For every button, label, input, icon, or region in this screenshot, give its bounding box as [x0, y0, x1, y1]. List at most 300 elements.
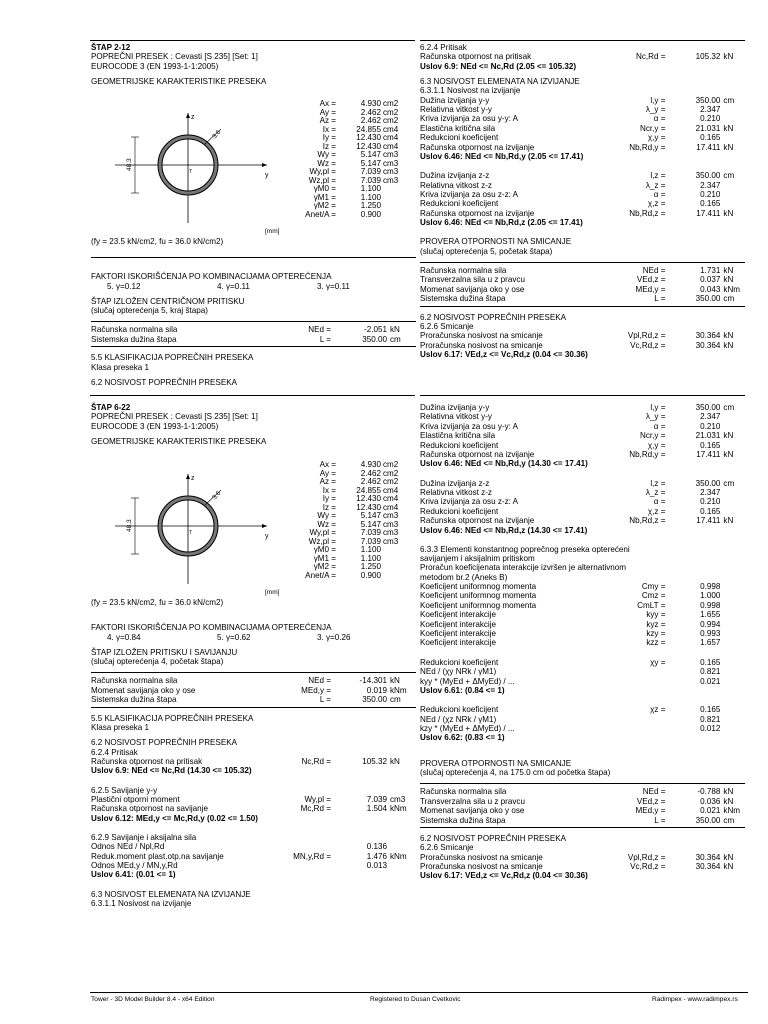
property-value: 4.930 [360, 460, 381, 469]
row-symbol: l,z = [650, 478, 666, 488]
row-symbol: L = [654, 294, 666, 304]
row-symbol: l,y = [650, 95, 666, 105]
data-row [420, 582, 760, 591]
property-value: 12.430 [356, 133, 381, 142]
property-unit: cm4 [383, 141, 399, 151]
condition-6-17: Uslov 6.17: VEd,z <= Vc,Rd,z (0.04 <= 30.36) [420, 350, 588, 359]
data-row [420, 497, 760, 506]
property-name: γM2 = [313, 201, 336, 210]
cross-section-label: POPREČNI PRESEK : Cevasti [S 235] [Set: 1] [91, 52, 258, 62]
row-value: 0.013 [366, 860, 387, 870]
data-row [420, 591, 760, 600]
row-value: 17.411 [696, 208, 721, 218]
top-rule-right [420, 40, 745, 41]
property-name: Ay = [319, 468, 336, 478]
property-unit: cm3 [383, 519, 399, 529]
property-row [280, 210, 398, 219]
property-unit: cm4 [383, 502, 399, 512]
middle-rule-left [90, 395, 415, 396]
row-unit: kN [723, 275, 734, 285]
row-value: 30.364 [695, 852, 721, 862]
data-row [420, 450, 760, 459]
property-row [280, 184, 398, 193]
row-label: Proračunska nosivost na smicanje [420, 861, 543, 871]
row-value: -14.301 [359, 676, 387, 686]
row-value: 0.210 [700, 114, 721, 124]
property-unit [381, 545, 383, 554]
property-name: Wy = [317, 150, 336, 159]
row-unit: kN [723, 431, 734, 441]
property-value: 12.430 [356, 141, 381, 151]
row-symbol: L = [654, 815, 666, 825]
row-value: 17.411 [696, 449, 721, 459]
row-symbol: Vc,Rd,z = [630, 340, 666, 350]
centroid-mark: T [189, 169, 193, 175]
row-value: 350.00 [695, 478, 721, 488]
property-value: 1.100 [360, 192, 381, 202]
factor-item: 5. γ=0.62 [217, 632, 251, 642]
row-label: Relativna vitkost y-y [420, 104, 492, 114]
data-row [420, 441, 760, 450]
row-value: 0.043 [700, 284, 721, 294]
shear-table [420, 266, 760, 304]
row-value: 0.021 [700, 806, 721, 816]
data-row [420, 715, 760, 724]
shear-resistance-table [420, 853, 760, 872]
property-value: 7.039 [360, 528, 381, 537]
data-row [420, 181, 760, 190]
row-value: 0.998 [700, 582, 721, 592]
property-unit: cm2 [383, 468, 399, 478]
property-name: Wz,pl = [308, 175, 336, 185]
row-label: Sistemska dužina štapa [91, 334, 177, 344]
resistance-heading: 6.2 NOSIVOST POPREČNIH PRESEKA [91, 738, 238, 748]
row-value: 1.504 [366, 804, 387, 814]
property-value: 7.039 [360, 536, 381, 546]
row-symbol: Nc,Rd = [301, 756, 331, 766]
row-unit [720, 114, 760, 123]
data-row [420, 806, 760, 815]
data-row [420, 488, 760, 497]
row-label: Proračunska nosivost na smicanje [420, 331, 543, 341]
compression-row [420, 52, 760, 61]
row-label: Koeficijent interakcije [420, 610, 497, 620]
row-symbol [289, 861, 331, 870]
row-unit: kN [723, 449, 734, 459]
section-rule [91, 257, 416, 258]
row-unit: cm [723, 403, 735, 412]
property-unit: cm3 [383, 158, 399, 168]
row-value: 350.00 [362, 695, 387, 705]
geometry-heading: GEOMETRIJSKE KARAKTERISTIKE PRESEKA [91, 76, 267, 86]
row-value: 0.037 [700, 275, 721, 285]
property-row [280, 562, 398, 571]
data-row [91, 842, 431, 851]
property-value: 7.039 [360, 167, 381, 176]
row-unit: cm [723, 815, 735, 825]
data-row [420, 862, 760, 871]
section-rule [420, 827, 745, 828]
row-label: Kriva izvijanja za osu z-z: A [420, 497, 519, 507]
row-symbol: χ,y = [647, 440, 666, 450]
shear-table [420, 787, 760, 825]
buckling-subheading: 6.3.1.1 Nosivost na izvijanje [91, 898, 192, 908]
property-unit: cm3 [383, 528, 399, 537]
row-unit: kNm [723, 806, 741, 816]
row-label: Proračunska nosivost na smicanje [420, 852, 543, 862]
row-unit [720, 133, 760, 142]
row-value: 0.210 [700, 421, 721, 431]
row-unit [720, 497, 760, 506]
property-name: Ay = [319, 107, 336, 117]
row-label: Kriva izvijanja za osu y-y: A [420, 421, 519, 431]
condition-6-62: Uslov 6.62: (0.83 <= 1) [420, 733, 505, 743]
property-unit: cm4 [383, 133, 399, 142]
factor-item: 4. γ=0.11 [217, 281, 250, 291]
row-value: 0.136 [366, 842, 387, 852]
geometry-properties [280, 99, 398, 218]
resistance-heading: 6.2 NOSIVOST POPREČNIH PRESEKA [420, 833, 567, 843]
load-heading: ŠTAP IZLOŽEN PRITISKU I SAVIJANJU [91, 647, 238, 657]
row-label: Transverzalna sila u z pravcu [420, 275, 525, 285]
row-unit [720, 724, 760, 733]
row-unit: kN [723, 787, 734, 797]
row-symbol: NEd = [642, 266, 666, 276]
row-value: -2.051 [364, 325, 387, 335]
data-row [420, 341, 760, 350]
data-row [420, 285, 760, 294]
row-label: Računska otpornost na izvijanje [420, 516, 535, 526]
row-unit: cm [723, 294, 735, 304]
data-row [91, 686, 431, 695]
row-unit: cm [390, 334, 401, 344]
property-name: γM2 = [313, 562, 336, 571]
row-unit: kN [390, 756, 400, 766]
data-row [420, 275, 760, 284]
row-value: 0.994 [700, 619, 721, 629]
property-unit: cm3 [383, 167, 399, 176]
row-label: Računska otpornost na izvijanje [420, 142, 535, 152]
data-row [420, 105, 760, 114]
data-row [420, 294, 760, 303]
row-label: Računska otpornost na savijanje [91, 804, 208, 814]
property-row [280, 116, 398, 125]
section-rule [420, 783, 745, 784]
section-title: ŠTAP 6-22 [91, 403, 131, 412]
property-value: 1.100 [360, 184, 381, 193]
y-axis-label: y [265, 533, 269, 540]
row-symbol: Vpl,Rd,z = [627, 852, 666, 862]
row-unit [720, 412, 760, 421]
property-name: Iy = [322, 133, 336, 142]
row-label: Koeficijent interakcije [420, 619, 497, 629]
row-symbol: χ,z = [647, 506, 666, 516]
row-symbol: Ncr,y = [640, 431, 666, 441]
row-value: 350.00 [695, 815, 721, 825]
row-symbol: MEd,y = [635, 806, 666, 816]
property-unit: cm2 [383, 460, 399, 469]
row-symbol: l,y = [650, 403, 666, 412]
row-label: Dužina izvijanja z-z [420, 478, 490, 488]
data-row [420, 412, 760, 421]
row-value: 30.364 [695, 331, 721, 341]
row-unit: cm [723, 478, 735, 488]
row-unit [720, 629, 760, 638]
middle-rule-right [420, 395, 745, 396]
property-unit: cm2 [383, 107, 399, 117]
data-row [420, 667, 760, 676]
diameter-label: 48.3 [126, 158, 133, 171]
property-name: γM1 = [313, 192, 336, 202]
property-row [280, 99, 398, 108]
data-row [420, 209, 760, 218]
row-symbol: MN,y,Rd = [293, 851, 331, 861]
data-row [91, 695, 431, 704]
row-symbol: NEd = [308, 325, 331, 335]
property-name: Iz = [322, 502, 336, 512]
property-name: Wz,pl = [308, 536, 336, 546]
row-value: 105.32 [362, 756, 387, 766]
row-label: Računska otpornost na pritisak [420, 52, 532, 62]
row-symbol: λ_z = [645, 488, 666, 498]
row-value: 7.039 [366, 794, 387, 804]
data-row [420, 705, 760, 714]
data-row [420, 96, 760, 105]
row-value: 1.655 [700, 610, 721, 620]
footer-rule [90, 992, 748, 993]
row-label: Koeficijent uniformnog momenta [420, 591, 537, 601]
row-value: -0.788 [697, 787, 721, 797]
row-value: 1.000 [700, 591, 721, 601]
property-name: γM1 = [313, 553, 336, 563]
row-symbol: Mc,Rd = [300, 804, 331, 814]
row-symbol: kyy = [646, 610, 666, 620]
row-value: 17.411 [696, 142, 721, 152]
property-name: Wz = [317, 519, 336, 529]
property-row [280, 133, 398, 142]
centroid-mark: T [189, 530, 193, 536]
section-rule [91, 321, 416, 322]
row-label: Relativna vitkost y-y [420, 412, 492, 422]
property-unit [381, 184, 383, 193]
data-row [420, 171, 760, 180]
data-row [420, 610, 760, 619]
row-value: 350.00 [695, 171, 721, 181]
property-row [280, 469, 398, 478]
factor-item: 5. γ=0.12 [107, 281, 141, 291]
row-value: 21.031 [695, 123, 721, 133]
row-value: 1.731 [700, 266, 721, 276]
row-value: 2.347 [700, 488, 721, 498]
row-symbol: MEd,y = [635, 284, 666, 294]
row-unit: cm [723, 171, 735, 181]
property-name: Ax = [319, 99, 336, 108]
row-label: NEd / (χz NRk / γM1) [420, 714, 497, 724]
property-unit [381, 193, 383, 202]
load-case: (slučaj opterećenja 5, kraj štapa) [91, 306, 208, 316]
row-unit: kN [723, 331, 734, 341]
row-label: Elastična kritična sila [420, 431, 496, 441]
property-row [280, 477, 398, 486]
row-symbol: α = [653, 421, 666, 431]
row-unit: kN [723, 516, 734, 526]
data-row [91, 861, 431, 870]
section-rule [91, 707, 416, 708]
bending-axial-heading: 6.2.9 Savijanje i aksijalna sila [91, 832, 197, 842]
row-unit [720, 190, 760, 199]
row-value: 0.165 [700, 705, 721, 715]
cross-section-figure [105, 103, 295, 233]
row-unit [720, 667, 760, 676]
row-value: 350.00 [695, 403, 721, 412]
row-label: kyy * (MyEd + ΔMyEd) / ... [420, 676, 515, 686]
property-value: 1.100 [360, 545, 381, 554]
property-unit: cm3 [383, 511, 399, 520]
row-unit [720, 638, 760, 647]
property-name: Ix = [322, 124, 336, 134]
data-row [420, 787, 760, 796]
geometry-properties [280, 460, 398, 579]
row-label: Kriva izvijanja za osu z-z: A [420, 190, 519, 199]
data-row [420, 331, 760, 340]
data-row [91, 676, 431, 685]
row-symbol: α = [653, 190, 666, 199]
data-row [420, 479, 760, 488]
data-row [91, 804, 431, 813]
row-label: Plastični otporni moment [91, 794, 180, 804]
row-unit: kN [723, 861, 734, 871]
row-symbol: Nb,Rd,y = [629, 142, 666, 152]
compression-row [91, 757, 431, 766]
property-value: 7.039 [360, 175, 381, 185]
row-symbol [289, 842, 331, 851]
data-row [420, 199, 760, 208]
section-2-lower [91, 598, 431, 908]
property-value: 12.430 [356, 494, 381, 503]
eurocode-label: EUROCODE 3 (EN 1993-1-1:2005) [91, 61, 219, 71]
forces-table [91, 325, 431, 344]
property-unit: cm2 [383, 99, 399, 108]
row-symbol: CmLT = [637, 600, 666, 610]
property-value: 2.462 [360, 477, 381, 486]
property-name: Wy = [317, 511, 336, 520]
data-row [420, 638, 760, 647]
row-label: Koeficijent interakcije [420, 638, 497, 648]
row-unit [720, 677, 760, 686]
data-row [420, 124, 760, 133]
property-unit: cm4 [383, 494, 399, 503]
row-unit [720, 441, 760, 450]
row-unit: kN [723, 123, 734, 133]
row-symbol: χy = [650, 657, 666, 667]
row-unit: kN [390, 325, 400, 335]
row-symbol: χ,y = [647, 133, 666, 143]
shear-load-case: (slučaj opterećenja 4, na 175.0 cm od početka štapa) [420, 768, 611, 778]
row-symbol [601, 715, 665, 724]
cross-section-label: POPREČNI PRESEK : Cevasti [S 235] [Set: 1] [91, 412, 258, 422]
property-value: 1.250 [360, 201, 381, 210]
row-symbol: λ_y = [645, 412, 666, 422]
interaction-note-2: metodom br.2 (Aneks B) [420, 572, 508, 582]
condition-6-12: Uslov 6.12: MEd,y <= Mc,Rd,y (0.02 <= 1.50) [91, 813, 258, 823]
load-case: (slučaj opterećenja 4, početak štapa) [91, 657, 224, 667]
row-unit [720, 591, 760, 600]
property-row [280, 159, 398, 168]
property-row [280, 201, 398, 210]
row-symbol: L = [319, 334, 331, 344]
property-name: Az = [319, 477, 336, 486]
condition-6-41: Uslov 6.41: (0.01 <= 1) [91, 870, 176, 880]
row-value: 0.012 [700, 724, 721, 734]
row-value: 0.019 [366, 685, 387, 695]
row-value: 2.347 [700, 180, 721, 190]
row-symbol: Ncr,y = [640, 123, 666, 133]
data-row [420, 52, 760, 61]
factor-item: 3. γ=0.11 [317, 281, 350, 291]
row-symbol: VEd,z = [636, 275, 666, 285]
row-value: 1.657 [700, 638, 721, 648]
property-value: 24.855 [356, 124, 381, 134]
classification-heading: 5.5 KLASIFIKACIJA POPREČNIH PRESEKA [91, 713, 254, 723]
property-value: 2.462 [360, 107, 381, 117]
row-unit [720, 601, 760, 610]
row-value: 2.347 [700, 412, 721, 422]
property-value: 1.100 [360, 553, 381, 563]
property-value: 2.462 [360, 116, 381, 125]
data-row [91, 335, 431, 344]
row-unit: kNm [390, 685, 407, 695]
row-unit: kN [723, 266, 734, 276]
resistance-heading: 6.2 NOSIVOST POPREČNIH PRESEKA [420, 312, 567, 322]
property-name: Wy,pl = [309, 167, 336, 176]
row-label: Koeficijent uniformnog momenta [420, 582, 537, 592]
buckling-y-table [420, 96, 760, 152]
condition-6-9: Uslov 6.9: NEd <= Nc,Rd (2.05 <= 105.32) [420, 61, 577, 71]
condition-6-46-z: Uslov 6.46: NEd <= Nb,Rd,z (14.30 <= 17.41) [420, 525, 588, 535]
row-label: Redukcioni koeficijent [420, 705, 499, 715]
data-row [420, 431, 760, 440]
property-value: 1.250 [360, 562, 381, 571]
compression-heading: 6.2.4 Pritisak [91, 747, 138, 757]
property-row [280, 511, 398, 520]
row-value: 0.210 [700, 190, 721, 199]
factors-row [91, 282, 431, 291]
row-value: 2.347 [700, 104, 721, 114]
section-2 [91, 403, 431, 446]
property-value: 0.900 [360, 209, 381, 219]
interaction-note: Proračun koeficijenata interakcije izvršen je alternativnom [420, 563, 627, 573]
row-label: Računska normalna sila [91, 676, 178, 686]
row-symbol: NEd = [642, 787, 666, 797]
row-value: 0.021 [700, 676, 721, 686]
property-row [280, 125, 398, 134]
property-unit [381, 562, 383, 571]
row-symbol: Nb,Rd,z = [629, 516, 666, 526]
property-row [280, 486, 398, 495]
row-unit: kNm [390, 804, 407, 814]
condition-6-9: Uslov 6.9: NEd <= Nc,Rd (14.30 <= 105.32) [91, 766, 252, 776]
row-label: Računska otpornost na pritisak [91, 756, 203, 766]
shear-heading: PROVERA OTPORNOSTI NA SMICANJE [420, 237, 572, 247]
data-row [420, 422, 760, 431]
row-symbol: Wy,pl = [304, 794, 331, 804]
row-unit [720, 507, 760, 516]
row-label: Sistemska dužina štapa [420, 294, 506, 304]
property-row [280, 545, 398, 554]
factor-item: 3. γ=0.26 [317, 632, 351, 642]
shear-heading: PROVERA OTPORNOSTI NA SMICANJE [420, 758, 572, 768]
property-unit: cm4 [383, 124, 399, 134]
